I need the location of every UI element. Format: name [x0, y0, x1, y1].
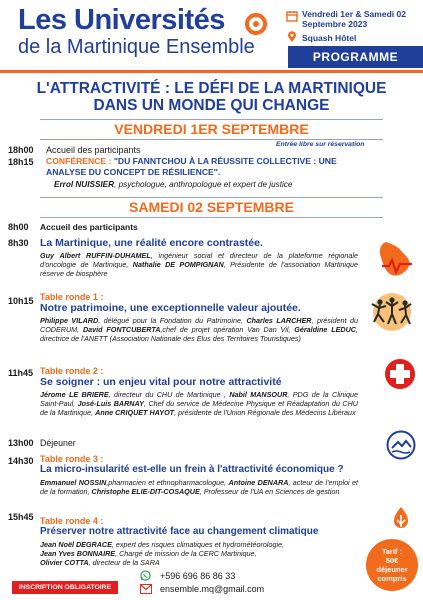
time-label: 10h15 [8, 296, 34, 306]
conference-speaker [54, 180, 293, 189]
session-description: Guy Albert RUFFIN-DUHAMEL, ingénieur social et directeur de la plateforme régionale d'oncologie de Martinique, Nathalie DE POMPIGNAN, Présidente de l'association Martinique réserve de biosphère [40, 251, 359, 279]
main-title-line2: DANS UN MONDE QUI CHANGE [93, 97, 330, 114]
saturday-heading: SAMEDI 02 SEPTEMBRE [129, 199, 294, 215]
time-label: 18h15 [8, 157, 34, 167]
round-table-title: La micro-insularité est-elle un frein à l'attractivité économique ? [40, 464, 344, 475]
inscription-badge: INSCRIPTION OBLIGATOIRE [12, 581, 118, 594]
logo-title: Les Universités [18, 4, 225, 36]
contact-phone[interactable]: +596 696 86 86 33 [160, 571, 236, 581]
header-divider [0, 70, 423, 73]
martinique-heart-icon [378, 240, 416, 280]
conference-title-line1: "DU FANNTCHOU À LA RÉUSSITE COLLECTIVE : UNE [113, 156, 337, 166]
contact-email[interactable]: ensemble.mq@gmail.com [160, 584, 265, 594]
island-icon [386, 430, 416, 460]
agenda-item: Accueil des participants [40, 222, 138, 232]
reservation-note: Entrée libre sur réservation [276, 141, 365, 148]
round-table-label: Table ronde 1 : [40, 292, 104, 302]
tarif-label: Tarif : [381, 547, 403, 556]
logo-subtitle: de la Martinique Ensemble [18, 36, 255, 58]
email-icon [140, 584, 152, 594]
round-table-description: Jean Noël DEGRACE, expert des risques climatiques et hydrométéorologie, Jean Yves BONNAIRE, Chargé de mission de la CERC Martinique, Olivier COTTA, directeur de la SARA [40, 540, 285, 568]
main-title [0, 80, 423, 114]
round-table-description: Philippe VILARD, délégué pour la Fondation du Patrimoine, Charles LARCHER, président du CODERUM, David FONTCUBERTA,chef de projet opération Van Dan Vil, Géraldine LEDUC, directrice de l'ANETT (Association Nationale des Elus des Territoires Touristiques) [40, 316, 358, 344]
event-venue: Squash Hôtel [302, 33, 357, 43]
time-label: 15h45 [8, 512, 34, 522]
time-label: 8h00 [8, 222, 29, 232]
round-table-description: Emmanuel NOSSIN,pharmacien et ethnopharmacologue, Antoine DENARA, acteur de l'emploi et de la formation, Christophe ELIE-DIT-COSAQUE, Professeur de l'UA en Sciences de gestion [40, 478, 359, 497]
tarif-price: 50€ [385, 556, 399, 565]
time-label: 13h00 [8, 438, 34, 448]
divider [40, 119, 383, 120]
round-table-description: Jérome LE BRIERE, directeur du CHU de Martinique , Nabil MANSOUR, PDG de la Clinique Saint-Paul, José-Luis BARNAY, Chef du service de Médecine Physique et Réadaptation du CHU de la Martinique, Anne CRIQUET HAYOT, présidente de l'Union Régionale des Médecins Libéraux [40, 390, 359, 418]
conference-title-line2: ANALYSE DU CONCEPT DE RÉSILIENCE". [46, 166, 221, 177]
location-pin-icon [286, 31, 298, 43]
round-table-title: Notre patrimoine, une exceptionnelle valeur ajoutée. [40, 302, 301, 314]
agenda-item: Accueil des participants [46, 145, 141, 155]
event-date: Vendredi 1er & Samedi 02 Septembre 2023 [302, 9, 406, 29]
round-table-title: Préserver notre attractivité face au changement climatique [40, 526, 319, 537]
round-table-label: Table ronde 2 : [40, 366, 104, 376]
tarif-badge [366, 539, 418, 591]
tarif-note1: déjeuner [376, 565, 408, 574]
round-table-title: Se soigner : un enjeu vital pour notre attractivité [40, 376, 282, 388]
climate-icon [388, 505, 414, 531]
time-label: 14h30 [8, 456, 34, 466]
conference-label: CONFÉRENCE : [46, 156, 112, 166]
round-table-label: Table ronde 3 : [40, 454, 104, 464]
logo-swirl-icon [245, 13, 267, 35]
whatsapp-icon [140, 570, 151, 581]
medical-cross-icon [384, 358, 416, 390]
programme-banner: PROGRAMME [288, 46, 423, 68]
speaker-name: Errol NUISSIER [54, 180, 115, 189]
agenda-item: Déjeuner [40, 438, 76, 448]
divider [40, 197, 383, 198]
dancers-icon [366, 292, 418, 336]
time-label: 8h30 [8, 238, 29, 248]
main-title-line1: L'ATTRACTIVITÉ : LE DÉFI DE LA MARTINIQUE [36, 80, 387, 97]
tarif-note2: compris [377, 574, 407, 583]
time-label: 11h45 [8, 368, 34, 378]
time-label: 18h00 [8, 145, 34, 155]
divider [40, 217, 383, 218]
round-table-label: Table ronde 4 : [40, 516, 104, 526]
friday-heading: VENDREDI 1ER SEPTEMBRE [114, 121, 309, 137]
session-title: La Martinique, une réalité encore contrastée. [40, 237, 263, 249]
divider [40, 139, 383, 140]
calendar-icon [286, 10, 298, 22]
speaker-role: , psychologue, anthropologue et expert de justice [114, 180, 293, 189]
conference-title [46, 156, 376, 177]
